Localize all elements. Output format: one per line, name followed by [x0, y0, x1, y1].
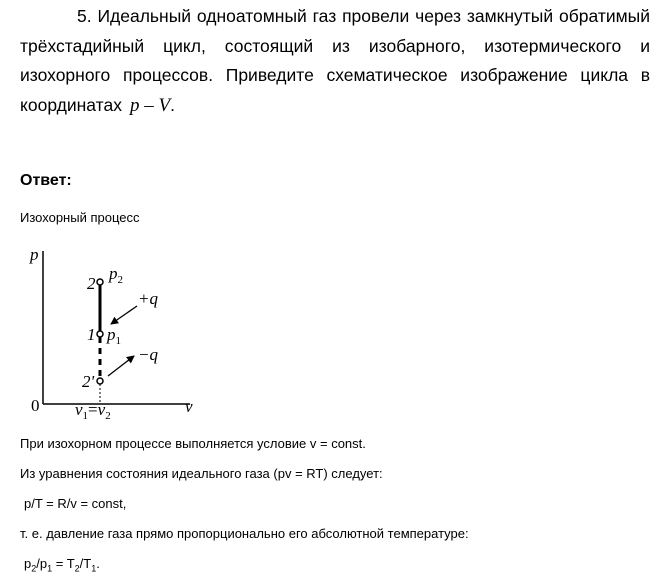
problem-line-2: трёхстадийный цикл, состоящий из изобарного, изотермического и	[20, 35, 650, 56]
problem-statement	[20, 2, 650, 120]
answer-heading: Ответ:	[20, 172, 72, 189]
explanation-line-2: Из уравнения состояния идеального газа (pv = RT) следует:	[20, 466, 383, 481]
explanation-line-3: p/T = R/v = const,	[24, 496, 127, 511]
point-1-pressure: $p_1$	[107, 325, 121, 347]
point-2-prime-label: 2'	[82, 372, 95, 391]
isochoric-diagram	[20, 238, 220, 423]
axis-v-label: v	[185, 397, 193, 416]
point-2-number: 2	[87, 274, 96, 293]
heat-in-label: +q	[138, 289, 158, 308]
coords-formula: p – V	[129, 94, 171, 116]
problem-line-1: 5. Идеальный одноатомный газ провели через замкнутый обратимый	[77, 6, 650, 26]
point-2-pressure: $p_2$	[109, 264, 123, 286]
explanation-line-5: $p_2/p_1 = T_2/T_1$.	[24, 556, 100, 574]
explanation-line-1: При изохорном процессе выполняется условие v = const.	[20, 436, 366, 451]
problem-period: .	[170, 94, 175, 115]
point-2-prime	[97, 378, 103, 384]
explanation-line-4: т. е. давление газа прямо пропорционально его абсолютной температуре:	[20, 526, 469, 541]
axis-p-label: p	[30, 245, 39, 264]
problem-line-4	[20, 91, 650, 121]
heat-out-arrow	[108, 356, 134, 376]
origin-label: 0	[31, 396, 40, 415]
problem-line-4-text: координатах	[20, 94, 122, 115]
volume-label: $v_1=v_2$	[75, 400, 111, 422]
point-1	[97, 331, 103, 337]
point-1-number: 1	[87, 325, 96, 344]
process-title: Изохорный процесс	[20, 210, 140, 225]
problem-line-3: изохорного процессов. Приведите схематическое изображение цикла в	[20, 65, 650, 85]
heat-out-label: −q	[138, 345, 158, 364]
heat-in-arrow	[111, 306, 137, 324]
point-2	[97, 279, 103, 285]
